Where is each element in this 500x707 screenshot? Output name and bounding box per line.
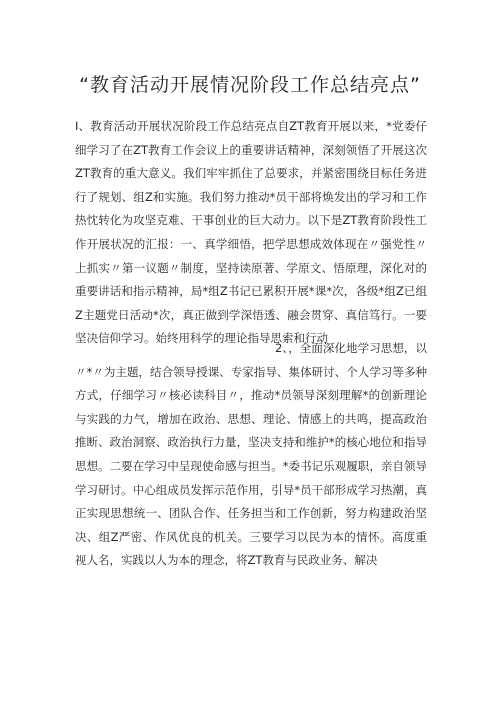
paragraph-1: I、教育活动开展状况阶段工作总结亮点自ZT教育开展以来，*党委仔细学习了在ZT教育工作会议上的重要讲话精神，深刻领悟了开展这次ZT教育的重大意义。我们牢牢抓住了总要求，并紧密围绕目标任务进行了规划、组Z和实施。我们努力推动*员干部将焕发出的学习和工作热忱转化为攻坚克难、干事创业的巨大动力。以下是ZT教育阶段性工作开展状况的汇报：一、真学细悟，把学思想成效体现在〃强党性〃上抓实〃第一议题〃制度，坚持读原著、学原文、悟原理，深化对的重要讲话和指示精神，局*组Z书记已累积开展*课*次，各级*组Z已组Z主题党日活动*次，真正做到学深悟透、融会贯穿、真信笃行。一要坚决信仰学习。始终用科学的理论指导思索和行动 (75, 119, 427, 346)
paragraph-2: 2、，全面深化地学习思想，以〃*〃为主题，结合领导授课、专家指导、集体研讨、个人学习等多种方式，仔细学习〃核必读科目〃，推动*员领导深刻理解*的创新理论与实践的力气，增加在政治、思想、理论、情感上的共鸣，提高政治推断、政治洞察、政治执行力量，坚决支持和维护*的核心地位和指导思想。二要在学习中呈现使命感与担当。*委书记乐观履职，亲自领导学习研讨。中心组成员发挥示范作用，引导*员干部形成学习热潮，真正实现思想统一、团队合作、任务担当和工作创新，努力构建政治坚决、组Z严密、作风优良的机关。三要学习以民为本的情怀。高度重视人名，实践以人为本的理念，将ZT教育与民政业务、解决 (75, 341, 427, 568)
document-title: “教育活动开展情况阶段工作总结亮点” (79, 74, 421, 96)
